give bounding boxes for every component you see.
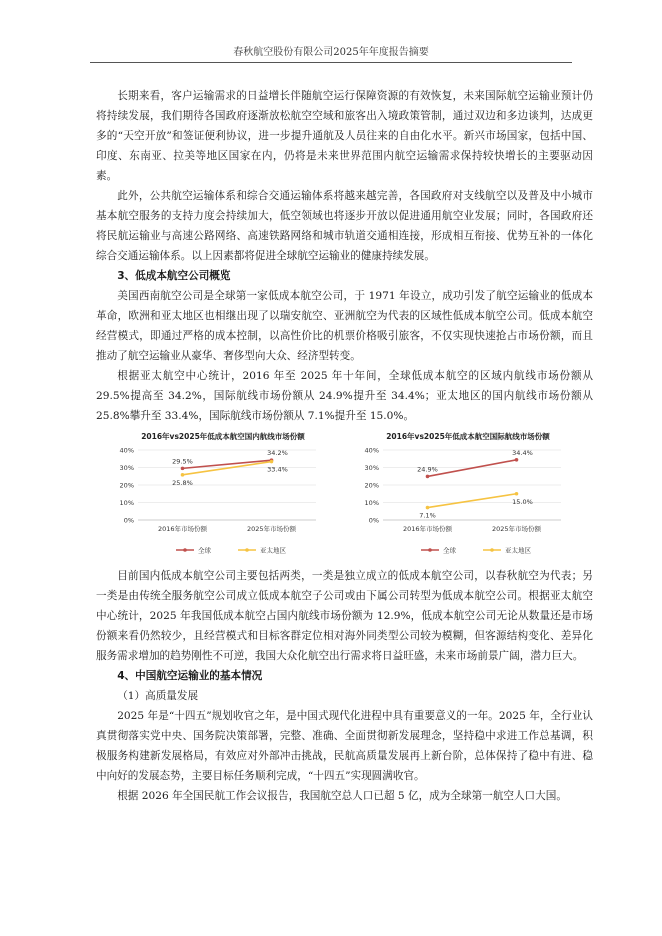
y-tick-label: 20% bbox=[119, 481, 134, 490]
section-heading: 4、中国航空运输业的基本情况 bbox=[117, 670, 263, 682]
data-point bbox=[181, 473, 185, 477]
data-label: 29.5% bbox=[172, 457, 193, 466]
data-label: 7.1% bbox=[419, 511, 436, 520]
legend-marker bbox=[245, 548, 249, 552]
x-tick-label: 2016年市场份额 bbox=[157, 525, 208, 533]
data-point bbox=[515, 458, 519, 462]
data-point bbox=[181, 467, 185, 471]
charts-row bbox=[96, 428, 593, 560]
data-point bbox=[426, 506, 430, 510]
y-tick-label: 10% bbox=[364, 499, 379, 507]
line-chart-svg bbox=[106, 428, 332, 558]
x-tick-label: 2025年市场份额 bbox=[491, 525, 542, 533]
data-label: 33.4% bbox=[267, 465, 288, 474]
legend-marker bbox=[490, 548, 494, 552]
y-tick-label: 30% bbox=[364, 464, 379, 472]
y-tick-label: 40% bbox=[364, 446, 379, 455]
series-line bbox=[428, 460, 517, 477]
legend-label: 亚太地区 bbox=[505, 546, 531, 555]
y-tick-label: 20% bbox=[364, 481, 379, 490]
legend-label: 全球 bbox=[198, 546, 211, 555]
data-point bbox=[515, 492, 519, 496]
paragraph: 美国西南航空公司是全球第一家低成本航空公司，于 1971 年设立，成功引发了航空运输业的低成本革命，欧洲和亚太地区也相继出现了以瑞安航空、亚洲航空为代表的区域性低成本航空公司。低成本航空经营模式，即通过严格的成本控制，以高性价比的机票价格吸引旅客，不仅实现快速抢占市场份额，而且推动了航空运输业从豪华、奢侈型向大众、经济型转变。 bbox=[96, 290, 593, 362]
paragraph: 目前国内低成本航空公司主要包括两类，一类是独立成立的低成本航空公司，以春秋航空为代表；另一类是由传统全服务航空公司成立低成本航空子公司或由下属公司转型为低成本航空公司。根据亚太航空中心统计，2025 年我国低成本航空占国内航线市场份额为 12.9%，低成本航空公司无论从数量还是市场份额来看仍然较少，且经营模式和目标客群定位相对海外同类型公司较为模糊，但客源结构变化、差异化服务需求增加的趋势刚性不可逆，我国大众化航空出行需求将日益旺盛，未来市场前景广阔，潜力巨大。 bbox=[96, 570, 593, 662]
legend-label: 全球 bbox=[443, 546, 456, 555]
data-label: 34.2% bbox=[267, 449, 288, 458]
page-header bbox=[90, 44, 572, 63]
x-tick-label: 2025年市场份额 bbox=[246, 525, 297, 533]
x-tick-label: 2016年市场份额 bbox=[402, 525, 453, 533]
data-label: 15.0% bbox=[512, 497, 533, 506]
international-share-chart bbox=[351, 428, 577, 562]
report-title: 春秋航空股份有限公司2025年年度报告摘要 bbox=[233, 47, 429, 58]
line-chart-svg bbox=[351, 428, 577, 558]
series-line bbox=[428, 494, 517, 508]
paragraph: 2025 年是“十四五”规划收官之年，是中国式现代化进程中具有重要意义的一年。2025 年，全行业认真贯彻落实党中央、国务院决策部署，完整、准确、全面贯彻新发展理念，坚持稳中求进工作总基调，积极服务构建新发展格局，有效应对外部冲击挑战，民航高质量发展再上新台阶，总体保持了稳中有进、稳中向好的发展态势，主要目标任务顺利完成，“十四五”实现圆满收官。 bbox=[96, 710, 593, 782]
paragraph: 根据 2026 年全国民航工作会议报告，我国航空总人口已超 5 亿，成为全球第一航空人口大国。 bbox=[117, 790, 567, 802]
y-tick-label: 0% bbox=[368, 516, 379, 525]
data-label: 34.4% bbox=[512, 448, 533, 457]
y-tick-label: 0% bbox=[123, 516, 134, 525]
section-heading: 3、低成本航空公司概览 bbox=[117, 270, 231, 282]
report-body bbox=[96, 86, 593, 806]
y-tick-label: 30% bbox=[119, 464, 134, 472]
data-point bbox=[270, 460, 274, 464]
domestic-share-chart bbox=[106, 428, 332, 562]
data-label: 24.9% bbox=[417, 465, 438, 474]
subsection-heading: （1）高质量发展 bbox=[117, 690, 199, 702]
legend-marker bbox=[183, 548, 187, 552]
chart-title: 2016年vs2025年低成本航空国际航线市场份额 bbox=[386, 432, 550, 441]
paragraph: 长期来看，客户运输需求的日益增长伴随航空运行保障资源的有效恢复，未来国际航空运输业预计仍将持续发展，我们期待各国政府逐渐放松航空空域和旅客出入境政策管制，通过双边和多边谈判，达成更多的“天空开放”和签证便利协议，进一步提升通航及人员往来的自由化水平。新兴市场国家，包括中国、印度、东南亚、拉美等地区国家在内，仍将是未来世界范围内航空运输需求保持较快增长的主要驱动因素。 bbox=[96, 90, 593, 182]
data-point bbox=[426, 475, 430, 479]
y-tick-label: 40% bbox=[119, 446, 134, 455]
legend-label: 亚太地区 bbox=[260, 546, 286, 555]
data-label: 25.8% bbox=[172, 478, 193, 487]
y-tick-label: 10% bbox=[119, 499, 134, 507]
paragraph: 此外，公共航空运输体系和综合交通运输体系将越来越完善，各国政府对支线航空以及普及中小城市基本航空服务的支持力度会持续加大，低空领域也将逐步开放以促进通用航空业发展；同时，各国政府还将民航运输业与高速公路网络、高速铁路网络和城市轨道交通相连接，形成相互衔接、优势互补的一体化综合交通运输体系。以上因素都将促进全球航空运输业的健康持续发展。 bbox=[96, 190, 593, 262]
chart-title: 2016年vs2025年低成本航空国内航线市场份额 bbox=[141, 432, 305, 441]
legend-marker bbox=[428, 548, 432, 552]
paragraph: 根据亚太航空中心统计，2016 年至 2025 年十年间，全球低成本航空的区域内航线市场份额从 29.5%提高至 34.2%，国际航线市场份额从 24.9%提升至 34.4%；亚太地区的国内航线市场份额从 25.8%攀升至 33.4%，国际航线市场份额从 7.1%提升至 15.0%。 bbox=[96, 370, 593, 422]
